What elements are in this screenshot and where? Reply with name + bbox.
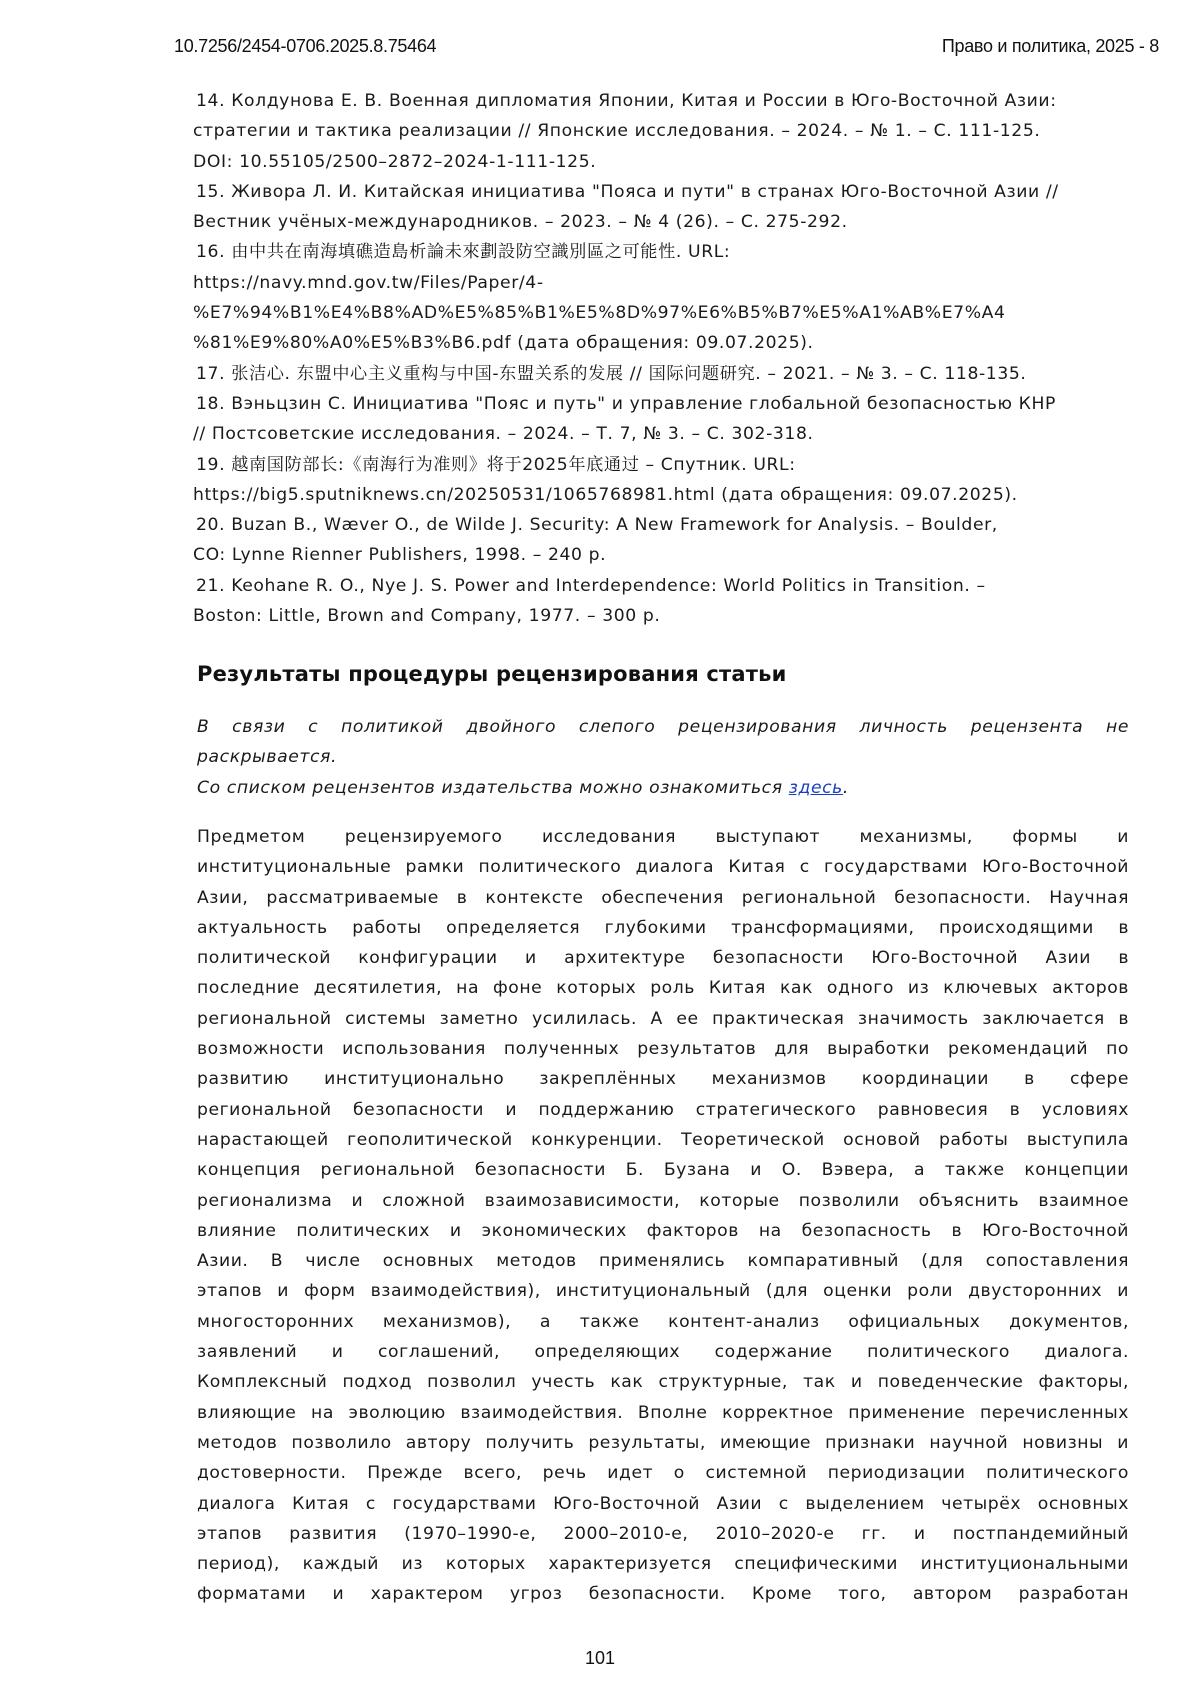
- reviewers-text: Со списком рецензентов издательства можно ознакомиться: [197, 778, 789, 798]
- body-line: форматами и характером угроз безопасности. Кроме того, автором разработан: [197, 1579, 1129, 1609]
- body-line: влияющие на эволюцию взаимодействия. Вполне корректное применение перечисленных: [197, 1398, 1129, 1428]
- journal-header: Право и политика, 2025 - 8: [942, 36, 1159, 57]
- reference-line: CO: Lynne Rienner Publishers, 1998. – 240 p.: [193, 540, 1133, 570]
- body-line: политической конфигурации и архитектуре безопасности Юго-Восточной Азии в: [197, 943, 1129, 973]
- reference-list: [193, 86, 1133, 631]
- body-line: этапов развития (1970–1990-е, 2000–2010-е, 2010–2020-е гг. и постпандемийный: [197, 1519, 1129, 1549]
- reviewers-line: [197, 773, 1129, 803]
- doi-header: 10.7256/2454-0706.2025.8.75464: [174, 36, 436, 57]
- body-line: многосторонних механизмов), а также контент-анализ официальных документов,: [197, 1307, 1129, 1337]
- body-line: диалога Китая с государствами Юго-Восточной Азии с выделением четырёх основных: [197, 1489, 1129, 1519]
- body-line: Азии. В числе основных методов применялись компаративный (для сопоставления: [197, 1246, 1129, 1276]
- reference-line: 14. Колдунова Е. В. Военная дипломатия Японии, Китая и России в Юго-Восточной Азии:: [193, 86, 1133, 116]
- reference-line: Вестник учёных-международников. – 2023. – № 4 (26). – С. 275-292.: [193, 207, 1133, 237]
- reference-line: 16. 由中共在南海填礁造島析論未來劃設防空識別區之可能性. URL:: [193, 237, 1133, 267]
- reference-url-line: %81%E9%80%A0%E5%B3%B6.pdf (дата обращения: 09.07.2025).: [193, 328, 1133, 358]
- body-line: возможности использования полученных результатов для выработки рекомендаций по: [197, 1034, 1129, 1064]
- reference-url-line: https://navy.mnd.gov.tw/Files/Paper/4-: [193, 268, 1133, 298]
- reference-line: 17. 张洁心. 东盟中心主义重构与中国-东盟关系的发展 // 国际问题研究. – 2021. – № 3. – С. 118-135.: [193, 359, 1133, 389]
- body-line: институциональные рамки политического диалога Китая с государствами Юго-Восточной: [197, 852, 1129, 882]
- body-line: период), каждый из которых характеризуется специфическими институциональными: [197, 1549, 1129, 1579]
- body-line: методов позволило автору получить результаты, имеющие признаки научной новизны и: [197, 1428, 1129, 1458]
- reference-url-line: %E7%94%B1%E4%B8%AD%E5%85%B1%E5%8D%97%E6%B5%B7%E5%A1%AB%E7%A4: [193, 298, 1133, 328]
- body-line: развитию институционально закреплённых механизмов координации в сфере: [197, 1064, 1129, 1094]
- page-number: 101: [0, 1648, 1200, 1669]
- body-line: регионализма и сложной взаимозависимости, которые позволили объяснить взаимное: [197, 1186, 1129, 1216]
- body-line: нарастающей геополитической конкуренции. Теоретической основой работы выступила: [197, 1125, 1129, 1155]
- body-line: региональной безопасности и поддержанию стратегического равновесия в условиях: [197, 1095, 1129, 1125]
- body-line: этапов и форм взаимодействия), институциональный (для оценки роли двусторонних и: [197, 1276, 1129, 1306]
- reference-line: 19. 越南国防部长:《南海行为准则》将于2025年底通过 – Спутник. URL:: [193, 450, 1133, 480]
- review-body: [197, 822, 1129, 1610]
- notice-line: раскрывается.: [197, 742, 1129, 772]
- body-line: Предметом рецензируемого исследования выступают механизмы, формы и: [197, 822, 1129, 852]
- section-title: Результаты процедуры рецензирования статьи: [197, 662, 787, 686]
- reference-line: стратегии и тактика реализации // Японские исследования. – 2024. – № 1. – С. 111-125.: [193, 116, 1133, 146]
- body-line: Комплексный подход позволил учесть как структурные, так и поведенческие факторы,: [197, 1367, 1129, 1397]
- review-notice: [197, 712, 1129, 803]
- reference-line: // Постсоветские исследования. – 2024. – Т. 7, № 3. – С. 302-318.: [193, 419, 1133, 449]
- body-line: последние десятилетия, на фоне которых роль Китая как одного из ключевых акторов: [197, 973, 1129, 1003]
- reference-url-line: https://big5.sputniknews.cn/20250531/1065768981.html (дата обращения: 09.07.2025).: [193, 480, 1133, 510]
- reference-line: 18. Вэньцзин С. Инициатива "Пояс и путь" и управление глобальной безопасностью КНР: [193, 389, 1133, 419]
- reference-line: DOI: 10.55105/2500–2872–2024-1-111-125.: [193, 147, 1133, 177]
- body-line: достоверности. Прежде всего, речь идет о системной периодизации политического: [197, 1458, 1129, 1488]
- body-line: Азии, рассматриваемые в контексте обеспечения региональной безопасности. Научная: [197, 883, 1129, 913]
- reference-line: Boston: Little, Brown and Company, 1977. – 300 p.: [193, 601, 1133, 631]
- body-line: региональной системы заметно усилилась. А ее практическая значимость заключается в: [197, 1004, 1129, 1034]
- reviewers-end: .: [843, 778, 849, 798]
- body-line: концепция региональной безопасности Б. Бузана и О. Вэвера, а также концепции: [197, 1155, 1129, 1185]
- reviewers-link[interactable]: здесь: [789, 778, 843, 798]
- body-line: влияние политических и экономических факторов на безопасность в Юго-Восточной: [197, 1216, 1129, 1246]
- notice-line: В связи с политикой двойного слепого рецензирования личность рецензента не: [197, 712, 1129, 742]
- reference-line: 15. Живора Л. И. Китайская инициатива "Пояса и пути" в странах Юго-Восточной Азии //: [193, 177, 1133, 207]
- reference-line: 20. Buzan B., Wæver O., de Wilde J. Security: A New Framework for Analysis. – Boulder,: [193, 510, 1133, 540]
- body-line: заявлений и соглашений, определяющих содержание политического диалога.: [197, 1337, 1129, 1367]
- body-line: актуальность работы определяется глубокими трансформациями, происходящими в: [197, 913, 1129, 943]
- reference-line: 21. Keohane R. O., Nye J. S. Power and Interdependence: World Politics in Transition. –: [193, 571, 1133, 601]
